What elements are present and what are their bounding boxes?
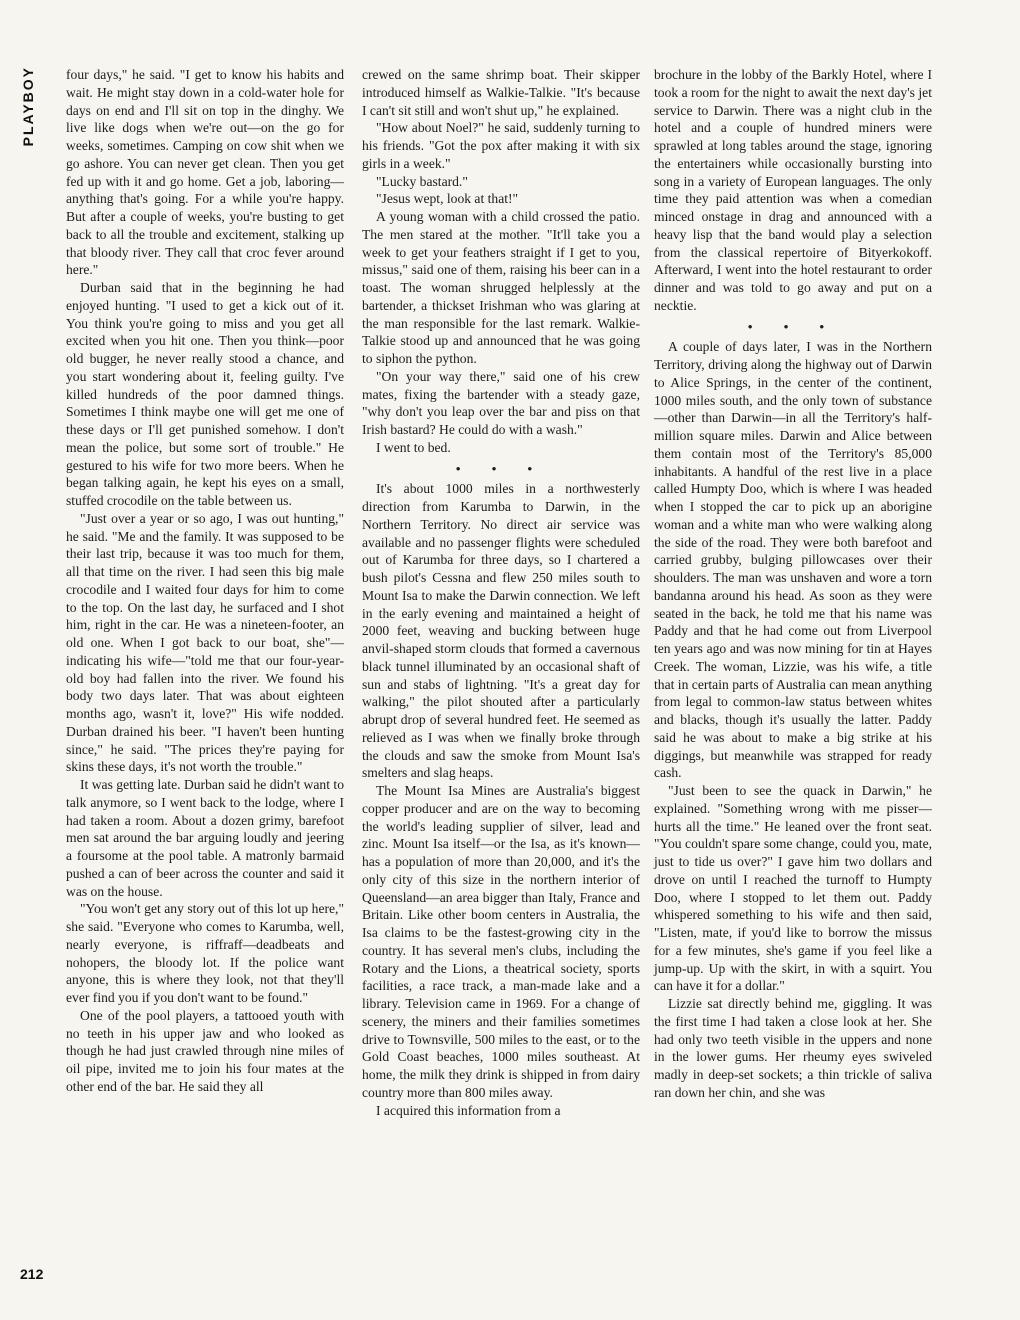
paragraph: crewed on the same shrimp boat. Their skipper introduced himself as Walkie-Talkie. "It's because I can't sit still and won't shut up," he explained. xyxy=(362,67,640,118)
paragraph: "Jesus wept, look at that!" xyxy=(376,191,519,207)
paragraph: One of the pool players, a tattooed youth with no teeth in his upper jaw and who looked as though he had just crawled through nine miles of oil pipe, invited me to join his four mates at the other end of the bar. He said they all xyxy=(66,1007,344,1094)
paragraph: "Just over a year or so ago, I was out hunting," he said. "Me and the family. It was supposed to be their last trip, because it was too much for them, all that time on the river. I had seen this big male crocodile and I waited four days for him to come to the top. On the last day, he surfaced and I shot him, right in the car. He was a nineteen-footer, an old one. When I got back to our boat, she"—indicating his wife—"told me that our four-year-old boy had fallen into the river. We found his body two days later. That was about eighteen months ago, wasn't it, love?" His wife nodded. Durban drained his beer. "I haven't been hunting since," he said. "The prices they're paying for skins these days, it's not worth the trouble." xyxy=(66,510,344,775)
paragraph: "On your way there," said one of his crew mates, fixing the bartender with a steady gaze, "why don't you leap over the bar and piss on that Irish bastard? He could do with a wash." xyxy=(362,368,640,437)
paragraph: Durban said that in the beginning he had enjoyed hunting. "I used to get a kick out of it. You think you're going to miss and you get all excited when you hit one. Then you think—poor old bugger, he never really stood a chance, and you start wondering about it, feeling guilty. I've killed hundreds of the poor damned things. Sometimes I think maybe one will get me one of these days or I'll get punished somehow. I don't mean the police, but some sort of trouble." He gestured to his wife for two more beers. When he began talking again, he kept his eyes on a small, stuffed crocodile on the table between us. xyxy=(66,280,344,508)
section-divider: • • • xyxy=(455,460,547,476)
paragraph: A young woman with a child crossed the patio. The men stared at the mother. "It'll take you a week to get your feathers straight if I get to you, missus," said one of them, raising his beer can in a toast. The woman shrugged helplessly at the bartender, a thickset Irishman who was glaring at the man responsible for the last remark. Walkie-Talkie stood up and announced that he was going to siphon the python. xyxy=(362,209,640,366)
paragraph: It was getting late. Durban said he didn't want to talk anymore, so I went back to the lodge, where I had taken a room. About a dozen grimy, barefoot men sat around the bar arguing loudly and jeering a foursome at the pool table. A matronly barmaid pushed a can of beer across the counter and said it was on the house. xyxy=(66,777,344,899)
paragraph: "You won't get any story out of this lot up here," she said. "Everyone who comes to Karumba, well, nearly everyone, is riffraff—deadbeats and nohopers, the bloody lot. If the police want anyone, this is where they look, not that they'll ever find you if you don't want to be found." xyxy=(66,901,344,1005)
paragraph: "Just been to see the quack in Darwin," he explained. "Something wrong with me pisser—hurts all the time." He leaned over the front seat. "You couldn't spare some change, could you, mate, just to tide us over?" I gave him two dollars and drove on until I reached the turnoff to Humpty Doo, where I stopped to let them out. Paddy whispered something to his wife and then said, "Listen, mate, if you'd like to borrow the missus for a few minutes, she's game if you feel like a jump-up. Up with the skirt, in with a squirt. You can have it for a dollar." xyxy=(654,783,932,994)
paragraph: I went to bed. xyxy=(376,439,451,455)
section-divider: • • • xyxy=(747,318,839,334)
paragraph: I acquired this information from a xyxy=(376,1102,561,1118)
paragraph: brochure in the lobby of the Barkly Hotel, where I took a room for the night to await the next day's jet service to Darwin. There was a night club in the hotel and a couple of hundred miners were sprawled at long tables around the stage, ignoring the entertainers while occasionally bursting into song in a variety of European languages. The only time they paid attention was when a comedian minced onstage in drag and announced with a heavy lisp that the band would play a selection from the classical repertoire of Bityerkokoff. Afterward, I went into the hotel restaurant to order dinner and was told to go away and put on a necktie. xyxy=(654,67,932,313)
paragraph: Lizzie sat directly behind me, giggling. It was the first time I had taken a close look at her. She had only two teeth visible in the uppers and none in the lower gums. Her rheumy eyes swiveled madly in deep-set sockets; a thin trickle of saliva ran down her chin, and she was xyxy=(654,996,932,1100)
paragraph: The Mount Isa Mines are Australia's biggest copper producer and are on the way to becoming the world's leading supplier of silver, lead and zinc. Mount Isa itself—or the Isa, as it's known—has a population of more than 20,000, and it's the only city of this size in the northern interior of Queensland—an area bigger than Italy, France and Britain. Like other boom centers in Australia, the Isa claims to be the fastest-growing city in the country. It has several men's clubs, including the Rotary and the Lions, a theatrical society, sports facilities, a race track, a man-made lake and a library. Television came in 1969. For a change of scenery, the miners and their families sometimes drive to Townsville, 500 miles to the east, or to the Gold Coast beaches, 1000 miles southeast. At home, the milk they drink is shipped in from dairy country more than 800 miles away. xyxy=(362,783,640,1100)
paragraph: "How about Noel?" he said, suddenly turning to his friends. "Got the pox after making it with six girls in a week." xyxy=(362,120,640,171)
article-column-1 xyxy=(66,66,344,1096)
paragraph: It's about 1000 miles in a northwesterly direction from Karumba to Darwin, in the Northern Territory. No direct air service was available and no passenger flights were scheduled out of Karumba for three days, so I chartered a bush pilot's Cessna and flew 250 miles south to Mount Isa to make the Darwin connection. We left in the early evening and maintained a height of 2000 feet, weaving and bucking between huge anvil-shaped storm clouds that formed a cavernous black tunnel illuminated by an occasional shaft of sun and stabs of lightning. "It's a great day for walking," the pilot shouted after a particularly abrupt drop of several hundred feet. He seemed as relieved as I was when we finally broke through the clouds and saw the smoke from Mount Isa's smelters and slag heaps. xyxy=(362,481,640,781)
paragraph: A couple of days later, I was in the Northern Territory, driving along the highway out of Darwin to Alice Springs, in the center of the continent, 1000 miles south, and the only town of substance—other than Darwin—in all the Territory's half-million square miles. Darwin and Alice between them contain most of the Territory's 85,000 inhabitants. A handful of the rest live in a place called Humpty Doo, which is where I was headed when I stopped the car to pick up an aborigine woman and a white man who were walking along the side of the road. They were both barefoot and carried grubby, bulging pillowcases over their shoulders. The man was unshaven and wore a torn bandanna around his head. As soon as they were seated in the back, he told me that his name was Paddy and that he had come out from Liverpool ten years ago and was now mining for tin at Hayes Creek. The woman, Lizzie, was his wife, a title that in certain parts of Australia can mean anything from legal to common-law status between whites and blacks, though it's usually the latter. Paddy said he was about to make a big strike at his diggings, but meanwhile was strapped for ready cash. xyxy=(654,339,932,781)
article-column-2 xyxy=(362,66,640,1119)
article-column-3 xyxy=(654,66,932,1102)
paragraph: four days," he said. "I get to know his habits and wait. He might stay down in a cold-water hole for days on end and I'll sit on top in the dinghy. We live like dogs when we're out—on the go for weeks, sometimes. Camping on cow shit when we go ashore. You can never get clean. Then you get fed up with it and go home. Get a job, laboring—anything that's going. For a while you're happy. But after a couple of weeks, you're busting to get back to all the trouble and excitement, stalking up that bloody river. They call that croc fever around here." xyxy=(66,67,344,278)
magazine-title: PLAYBOY xyxy=(20,66,36,147)
page-number: 212 xyxy=(20,1266,44,1282)
paragraph: "Lucky bastard." xyxy=(376,173,468,189)
